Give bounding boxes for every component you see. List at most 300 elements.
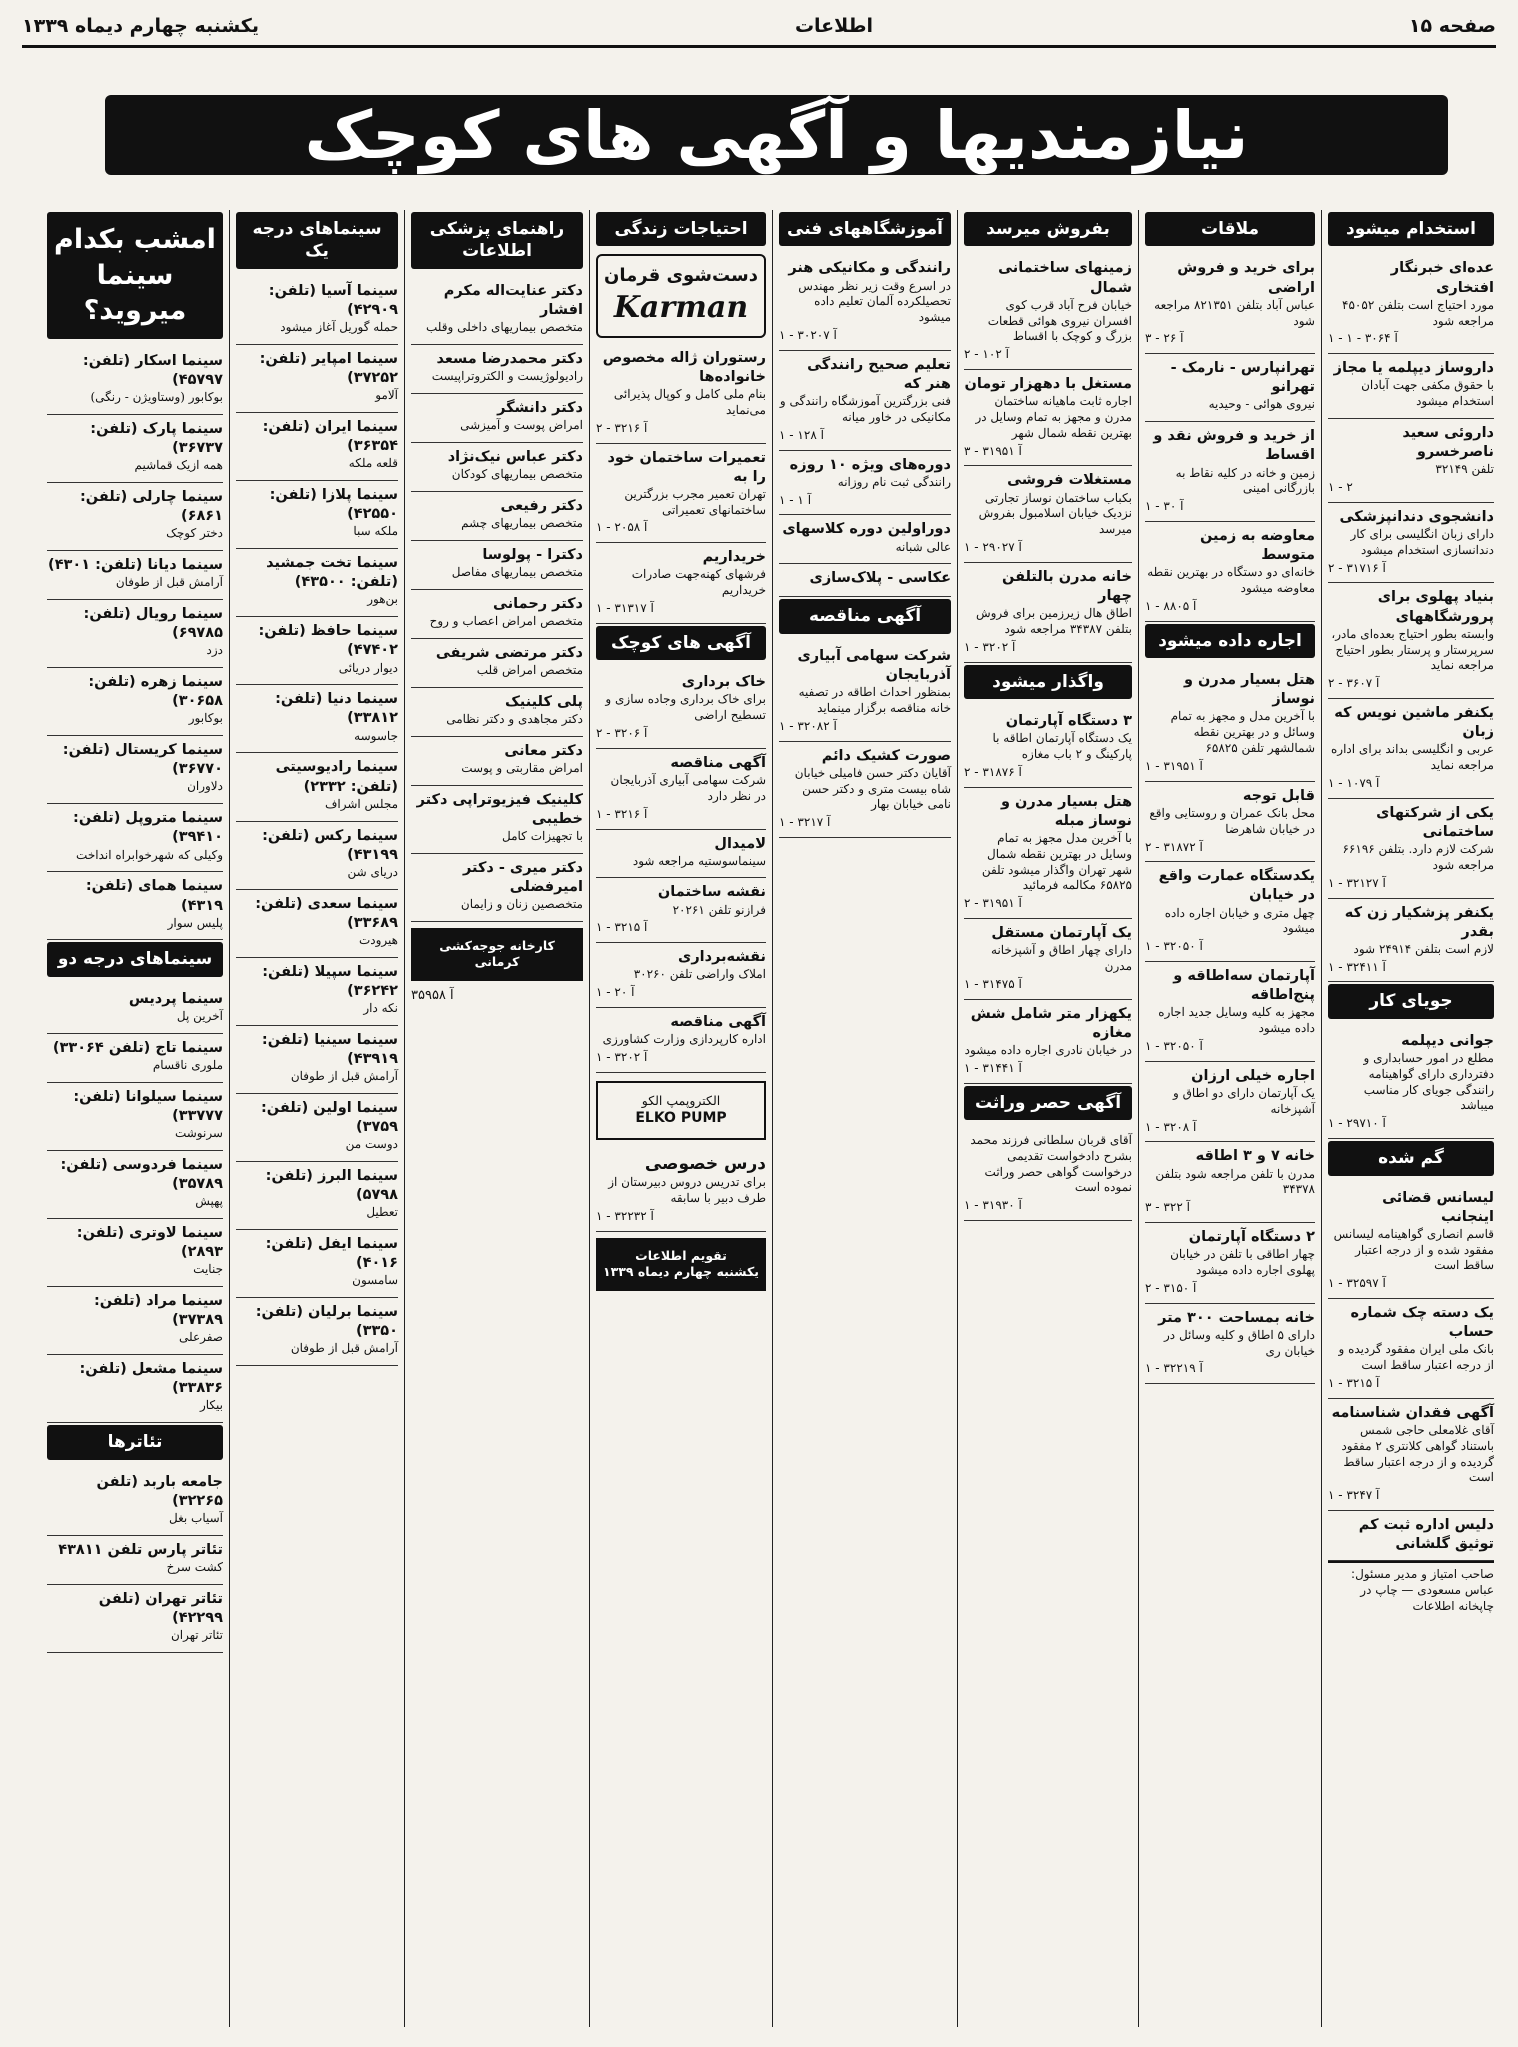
ad-body: تعطیل [366,1205,398,1220]
ad-body: آقایان دکتر حسن فامیلی خیابان شاه بیست متری و دکتر حسن نامی خیابان بهار [794,765,951,812]
classified-ad [236,1298,398,1366]
ad-title: سینما پارک (تلفن: ۳۶۷۳۷) [90,420,223,457]
hatchery-ad [411,928,583,981]
ad-code: آ ۳۰ - ۱ [1145,499,1184,514]
ad-body: سامسون [352,1273,398,1288]
ad-body: بوکابور [188,711,223,726]
classified-ad [964,919,1132,1000]
classified-ad [1145,1223,1315,1304]
private-lessons-title: درس خصوصی [644,1153,766,1174]
ad-title: آگهی فقدان شناسنامه [1331,1404,1494,1421]
ad-body: حمله گوریل آغاز میشود [280,320,398,335]
ad-body: دیوار دریائی [338,660,398,675]
ad-code: آ ۳۲۱۵ - ۱ [596,920,648,935]
ad-body: امراض پوست و آمیزشی [460,418,583,433]
ad-title: دکتر محمدرضا مسعد [436,350,583,367]
meetings-ads [1145,254,1315,621]
classified-ad [47,1034,223,1083]
classified-ad [411,541,583,590]
classified-ad [1328,1399,1494,1511]
ad-title: سینما رکس (تلفن: ۴۳۱۹۹) [262,827,398,863]
ad-title: دکتر دانشگر [497,399,583,416]
ad-body: شرکت لازم دارد. بتلفن ۶۶۱۹۶ مراجعه شود [1342,842,1494,872]
classified-ad [1328,699,1494,799]
ad-title: سینما ایفل (تلفن: ۴۰۱۶) [265,1235,398,1272]
ad-title: یکدستگاه عمارت واقع در خیابان [1158,868,1315,904]
classified-ad [47,415,223,483]
ad-title: نقشه‌برداری [678,949,766,966]
classified-ad [47,1083,223,1151]
ad-title: دکترا - پولوسا [482,546,583,563]
classified-ad [1145,666,1315,782]
ad-body: فرازنو تلفن ۲۰۲۶۱ [672,902,766,917]
inheritance-notice [964,1128,1132,1221]
classified-ad [964,563,1132,663]
column-sale [957,210,1138,2027]
classified-ad [411,277,583,345]
section-header-sale: بفروش میرسد [964,212,1132,246]
classified-ad [236,549,398,617]
section-header-meetings: ملاقات [1145,212,1315,246]
hatchery-ad-title: کارخانه جوجه‌کشی کرمانی [439,937,555,970]
ad-title: برای خرید و فروش اراضی [1177,260,1315,296]
ad-body: فنی بزرگترین آموزشگاه رانندگی و مکانیکی در خاور میانه [779,394,951,424]
issue-date: یکشنبه چهارم دیماه ۱۳۳۹ [22,15,259,37]
ad-title: سینما دنیا (تلفن: ۳۳۸۱۲) [275,691,398,727]
small-ads [596,668,766,1073]
ad-title: دکتر رحمانی [493,595,583,612]
ad-title: تهرانپارس - نارمک - تهرانو [1170,360,1315,396]
transfer-ads [964,707,1132,1084]
ad-body: پهپش [195,1194,223,1209]
ad-body: عالی شبانه [895,539,951,554]
ad-body: دارای ۵ اطاق و کلیه وسائل در خیابان ری [1164,1327,1315,1358]
classified-ad [1328,1184,1494,1300]
ad-body: زمین و خانه در کلیه نقاط به بازرگانی امینی [1175,465,1315,496]
publisher-footer: صاحب امتیاز و مدیر مسئول: عباس مسعودی — چاپ در چاپخانه اطلاعات [1328,1561,1494,1614]
ad-body: وابسته بطور احتیاج بعده‌ای مادر، سرپرستار و پرستار بطور احتیاج مراجعه نماید [1331,626,1494,673]
ad-body: با حقوق مکفی جهت آبادان استخدام میشود [1361,378,1494,409]
ad-code: آ ۳۱۵۰ - ۲ [1145,1280,1197,1295]
section-header-cinema-second: سینماهای درجه دو [47,942,223,976]
section-header-doctors: راهنمای پزشکی اطلاعات [411,212,583,269]
ad-body: سرنوشت [174,1126,223,1141]
classified-ad [1328,419,1494,503]
ad-body: امراض مقاربتی و پوست [461,760,583,775]
ad-title: رانندگی و مکانیکی هنر [788,260,951,277]
ad-code: آ ۳۲۱۵ - ۱ [1328,1376,1380,1391]
classified-ad [779,451,951,516]
ad-body: برای خاک برداری وجاده سازی و تسطیح اراضی [605,692,766,723]
banner-title: نیازمندیها و آگهی های کوچک [304,96,1249,174]
ad-body: آسیاب بغل [169,1510,223,1525]
ad-body: اداره کارپردازی وزارت کشاورزی [602,1032,766,1047]
section-header-cinema-first: سینماهای درجه یک [236,212,398,269]
ad-code: آ ۲۹۷۱۰ - ۱ [1328,1116,1386,1131]
section-header-tech-school: آموزشگاههای فنی [779,212,951,246]
classified-ad [1145,782,1315,863]
ad-title: بنیاد پهلوی برای پرورشگاههای [1377,589,1494,625]
ad-body: با تجهیزات کامل [502,828,583,843]
classified-ad [47,985,223,1034]
classified-ad [1328,899,1494,983]
inheritance-notice-text: آقای قربان سلطانی فرزند محمد بشرح دادخواست تقدیمی درخواست گواهی حصر وراثت نموده است [970,1133,1132,1195]
classified-ad [1145,862,1315,962]
classified-ad [236,1162,398,1230]
classified-ad [1328,1027,1494,1139]
ad-code: آ ۳۲۴۷ - ۱ [1328,1488,1380,1503]
elko-pump-en: ELKO PUMP [635,1110,727,1127]
ad-title: یکنفر ماشین نویس که زبان [1334,705,1494,741]
classified-ad [47,1355,223,1423]
ad-code: آ ۳۱۸۷۲ - ۲ [1145,839,1203,854]
ad-body: متخصص بیماریهای کودکان [451,466,583,481]
ad-body: آرامش قبل از طوفان [290,1341,398,1356]
ad-title: خانه بمساحت ۳۰۰ متر [1158,1309,1315,1326]
elko-pump-fa: الکتروپمپ الکو [641,1092,721,1108]
ad-title: سینما سیلوانا (تلفن: ۳۳۷۷۷) [73,1088,223,1124]
ad-body: بن‌هور [367,592,398,607]
section-header-rent: اجاره داده میشود [1145,624,1315,658]
ad-code: آ ۳۲۰۸ - ۱ [1145,1119,1197,1134]
ad-title: آگهی مناقصه [670,1014,766,1031]
ad-title: تعلیم صحیح رانندگی هنر که [807,356,951,392]
ad-title: داروئی سعید ناصرخسرو [1402,424,1494,461]
classified-ad [47,1151,223,1219]
newspaper-name: اطلاعات [794,15,873,37]
classified-ad [236,958,398,1026]
classified-ad [779,515,951,564]
tender-ads [779,642,951,838]
ad-title: دکتر عنایت‌اله مکرم افشار [443,282,583,318]
ad-body: آرامش قبل از طوفان [290,1068,398,1083]
inheritance-notice-code: آ ۳۱۹۳۰ - ۱ [964,1198,1022,1213]
ad-title: سینما البرز (تلفن: ۵۷۹۸) [265,1167,398,1204]
classified-ad [1328,503,1494,584]
ad-title: سینما سپیلا (تلفن: ۳۶۲۴۲) [262,963,398,999]
ad-code: آ ۳۱۷۱۶ - ۲ [1328,560,1386,575]
tonight-ads [47,347,223,941]
ad-code: آ ۳۱۴۴۱ - ۱ [964,1060,1022,1075]
ad-title: سینما پردیس [128,990,223,1007]
ad-body: متخصص بیماریهای داخلی وقلب [426,320,583,335]
registry-notice [1328,1511,1494,1561]
classified-ad [1145,1142,1315,1223]
ad-title: خریداریم [702,549,766,566]
ad-body: متخصص امراض اعصاب و روح [429,613,583,628]
column-cinema-first [229,210,404,2027]
ad-body: چهل متری و خیابان اجاره داده میشود [1164,905,1315,936]
ad-code: آ ۳۱۹۵۱ - ۱ [1145,758,1203,773]
ad-code: آ ۳۲۰۲ - ۱ [964,639,1016,654]
ad-body: مدرن با تلفن مراجعه شود بتلفن ۳۴۳۷۸ [1155,1166,1315,1197]
ad-title: هتل بسیار مدرن و نوساز [1183,672,1315,708]
classified-ad [47,1468,223,1536]
ad-body: دزد [206,643,223,658]
ad-code: آ ۳۱۴۷۵ - ۱ [964,976,1022,991]
ad-title: سینما تاج (تلفن ۳۳۰۶۴) [52,1039,223,1056]
ad-title: سینما مراد (تلفن: ۳۷۳۸۹) [93,1293,223,1329]
classified-ad [236,1094,398,1162]
ad-body: دکتر مجاهدی و دکتر نظامی [446,711,583,726]
ad-title: آپارتمان سه‌اطاقه و پنج‌اطاقه [1173,968,1315,1004]
ad-body: بانک ملی ایران مفقود گردیده و از درجه اعتبار ساقط است [1338,1342,1494,1373]
ad-title: سینما امپایر (تلفن: ۳۷۲۵۲) [259,350,398,387]
private-lessons-code: آ ۳۲۲۳۲ - ۱ [596,1208,654,1223]
classified-ad [47,1287,223,1355]
classified-ad [411,786,583,854]
rent-ads [1145,666,1315,1384]
classified-ad [964,788,1132,919]
ad-body: قاسم انصاری گواهینامه لیسانس مفقود شده و از درجه اعتبار ساقط است [1333,1226,1494,1273]
ad-code: آ ۳۰۶۴ - ۱ - ۱ [1328,331,1398,346]
ad-body: مطلع در امور حسابداری و دفترداری دارای گواهینامه رانندگی جویای کار مناسب میباشد [1363,1050,1494,1113]
classified-ad [596,830,766,879]
classified-ad [1328,354,1494,419]
ad-body: متخصص بیماریهای مفاصل [451,564,583,579]
ad-body: تهران تعمیر مجرب بزرگترین ساختمانهای تعمیراتی [624,486,766,517]
classified-ad [1328,583,1494,699]
ad-title: تئاتر تهران (تلفن ۴۲۲۹۹) [98,1590,223,1626]
ad-body: خیابان فرح آباد قرب کوی افسران نیروی هوائی قطعات بزرگ و کوچک با اقساط [987,297,1132,344]
ad-body: املاک واراضی تلفن ۳۰۲۶۰ [633,967,766,982]
classified-ad [596,878,766,943]
classified-ad [47,668,223,736]
column-tech-school [772,210,957,2027]
classified-ad [47,804,223,872]
ad-body: دارای زبان انگلیسی برای کار دندانسازی استخدام میشود [1350,526,1494,557]
ad-body: در اسرع وقت زیر نظر مهندس تحصیلکرده آلمان تعلیم داده میشود [798,278,951,325]
page-header [22,8,1496,44]
classified-ad [411,443,583,492]
ad-title: آگهی مناقصه [670,754,766,771]
ad-body: در خیابان نادری اجاره داده میشود [964,1042,1132,1057]
ad-code: آ ۳۲۱۶ - ۱ [596,806,648,821]
ad-code: آ ۳۲۵۹۷ - ۱ [1328,1276,1386,1291]
ad-title: هتل بسیار مدرن و نوساز مبله [1000,793,1132,829]
karman-logo [596,254,766,337]
classified-ad [236,822,398,890]
ad-title: سینما رویال (تلفن: ۶۹۷۸۵) [83,606,223,642]
ad-body: لازم است بتلفن ۲۴۹۱۴ شود [1353,941,1494,956]
classified-ad [411,590,583,639]
ad-code: آ ۳۱۹۵۱ - ۲ [964,896,1022,911]
ad-body: اجاره ثابت ماهیانه ساختمان مدرن و مجهز به تمام وسایل در بهترین نقطه شمال شهر [975,394,1132,440]
ad-body: جنایت [193,1262,223,1277]
classified-ad [964,254,1132,370]
ad-body: متخصصین زنان و زایمان [460,896,583,911]
private-lessons-body: برای تدریس دروس دبیرستان از طرف دبیر با سابقه [608,1175,766,1206]
ad-code: آ ۳۲۲ - ۳ [1145,1200,1190,1215]
ad-body: رادیولوژیست و الکتروتراپیست [431,369,583,384]
needs-ads [596,344,766,624]
employment-ads [1328,254,1494,982]
classified-ad [596,344,766,444]
classified-ad [596,444,766,544]
ad-body: جاسوسه [354,728,398,743]
ad-title: مستغلات فروشی [1007,472,1132,489]
tech-school-ads [779,254,951,597]
cinema-first-ads [236,277,398,1366]
ad-code: آ ۱۲۸ - ۱ [779,427,824,442]
classified-ad [236,617,398,685]
ad-body: با آخرین مدل مجهز به تمام وسایل در بهترین نقطه شمال شهر تهران واگذار میشود تلفن ۶۵۸۲۵ مکالمه فرمائید [981,830,1132,893]
ad-code: آ ۲۹۰۲۷ - ۱ [964,540,1022,555]
classified-ad [236,277,398,345]
ad-body: مورد احتیاج است بتلفن ۴۵۰۵۲ مراجعه شود [1342,297,1494,328]
hatchery-ad-code: آ ۳۵۹۵۸ [411,987,454,1003]
ad-body: قلعه ملکه [348,456,398,471]
classified-ad [1145,254,1315,354]
classified-ad [47,483,223,551]
classified-ad [1145,354,1315,422]
classified-ad [779,642,951,742]
classified-ad [411,737,583,786]
ad-body: آرامش قبل از طوفان [115,575,223,590]
ad-body: ملوری ناقسام [152,1057,223,1072]
header-rule [22,45,1496,48]
ad-title: سینما زهره (تلفن: ۳۰۶۵۸) [88,674,223,710]
sale-ads [964,254,1132,662]
ad-code: آ ۳۰۲۰۷ - ۱ [779,328,837,343]
ad-body: دلاوران [187,779,223,794]
ad-code: آ ۳۱۸۷۶ - ۲ [964,764,1022,779]
ad-code: آ ۸۸۰۵ - ۱ [1145,598,1197,613]
classified-ad [411,854,583,922]
classified-ad [1145,1304,1315,1385]
ad-title: سینما سعدی (تلفن: ۳۳۶۸۹) [255,895,398,931]
column-needs [589,210,772,2027]
section-header-small-ads: آگهی های کوچک [596,626,766,660]
ad-title: عکاسی - پلاک‌سازی [809,570,951,587]
classified-ad [236,1026,398,1094]
ad-title: یکی از شرکتهای ساختمانی [1376,804,1494,840]
section-header-theaters: تئاترها [47,1425,223,1459]
classified-ad [596,543,766,624]
ad-title: سینما دیانا (تلفن: ۴۳۰۱) [48,557,223,574]
section-header-needs: احتیاجات زندگی [596,212,766,246]
classified-ad [47,872,223,940]
jobs-ads [1328,1027,1494,1139]
ad-body: یک دستگاه آپارتمان اطاقه با پارکینگ و ۲ باب مغازه [992,731,1132,761]
ad-title: سینما کریستال (تلفن: ۳۶۷۷۰) [62,742,223,778]
classified-ad [411,345,583,394]
ad-title: یک آپارتمان مستقل [991,925,1132,942]
ad-title: داروساز دیپلمه یا مجاز [1333,360,1494,377]
ad-title: خاک برداری [681,674,766,691]
ad-body: نکه دار [363,1000,398,1015]
classified-ad [236,481,398,549]
ad-title: لامیدال [714,835,766,852]
ad-code: آ ۳۶۰۷ - ۲ [1328,676,1380,691]
calendar-title: تقویم اطلاعات [635,1247,727,1263]
ad-title: سینما همای (تلفن: ۴۳۱۹) [85,878,223,914]
ad-body: ملکه سبا [353,524,398,539]
ad-code: آ ۳۲۴۱۱ - ۱ [1328,959,1386,974]
classified-ad [964,466,1132,562]
ad-body: آقای غلامعلی حاجی شمس باستناد گواهی کلانتری ۲ مفقود گردیده و از درجه اعتبار ساقط است [1341,1422,1494,1485]
classifieds-grid [18,210,1500,2027]
ad-title: دانشجوی دندانپزشکی [1339,508,1494,525]
karman-logo-fa: دست‌شوی قرمان [604,265,758,287]
section-header-tender: آگهی مناقصه [779,599,951,633]
ad-body: پلیس سوار [167,915,223,930]
ad-code: آ ۳۲۲۱۹ - ۱ [1145,1361,1203,1376]
ad-title: خانه مدرن بالتلفن چهار [1002,568,1132,604]
ad-title: ۲ دستگاه آپارتمان [1188,1229,1315,1246]
ad-body: آلامو [375,388,398,403]
column-doctors [404,210,589,2027]
ad-title: دکتر میری - دکتر امیرفضلی [463,859,583,895]
ad-code: آ ۳۱۳۱۷ - ۱ [596,601,654,616]
ad-title: شرکت سهامی آبیاری آذربایجان [797,647,951,684]
ad-title: یکهزار متر شامل شش مغازه [970,1005,1132,1041]
ad-title: سینما چارلی (تلفن: ۶۸۶۱) [80,489,223,525]
ad-body: مجهز به کلیه وسایل جدید اجاره داده میشود [1158,1005,1315,1036]
ad-code: آ ۲۰۵۸ - ۱ [596,520,648,535]
ad-body: بکباب ساختمان نوساز تجارتی نزدیک خیابان اسلامبول بفروش میرسد [978,490,1132,537]
ad-title: دکتر رفیعی [500,497,583,514]
ad-title: دکتر عباس نیک‌نژاد [447,448,583,465]
column-employment [1321,210,1500,2027]
ad-title: یکنفر پزشکیار زن که بقدر [1344,904,1494,940]
ad-title: سینما مشعل (تلفن: ۳۳۸۳۶) [79,1361,223,1397]
doctors-ads [411,277,583,922]
ad-title: تعمیرات ساختمان خود را به [607,449,766,485]
classified-ad [236,753,398,821]
ad-title: قابل توجه [1242,787,1315,804]
ad-code: آ ۲۰ - ۱ [596,985,635,1000]
calendar-box [596,1238,766,1291]
classified-ad [47,1585,223,1653]
ad-title: خانه ۷ و ۳ اطاقه [1195,1148,1315,1165]
ad-title: دکتر معانی [504,742,583,759]
section-header-inheritance: آگهی حصر وراثت [964,1086,1132,1120]
ad-body: صفرعلی [178,1330,223,1345]
classified-ad [1328,799,1494,899]
ad-title: سینما حافظ (تلفن: ۴۷۴۰۲) [258,623,398,659]
ad-body: اطاق هال زیرزمین برای فروش بتلفن ۳۴۳۸۷ مراجعه شود [975,606,1132,636]
ad-body: مجلس اشراف [324,796,398,811]
ad-body: دارای چهار اطاق و آشپزخانه مدرن [991,943,1132,973]
classified-ad [47,1536,223,1585]
ad-title: دکتر مرتضی شریفی [435,644,583,661]
cinema-second-ads [47,985,223,1423]
classified-ad [964,707,1132,788]
classified-ad [411,688,583,737]
ad-body: نیروی هوائی - وحیدیه [1208,397,1315,412]
ad-code: آ ۳۲۱۲۷ - ۱ [1328,875,1386,890]
classified-ad [47,736,223,804]
ad-body: آخرین پل [176,1009,223,1024]
karman-logo-en: Karman [613,290,749,326]
ad-title: سینما لاوتری (تلفن: ۲۸۹۳) [76,1224,223,1261]
classified-ad [47,1219,223,1287]
classified-ad [779,742,951,838]
section-header-transfer: واگذار میشود [964,665,1132,699]
classified-ad [411,394,583,443]
ad-body: سینماسوستیه مراجعه شود [632,853,766,868]
classified-ad [47,600,223,668]
classified-ad [779,564,951,597]
classified-ad [596,943,766,1008]
ad-body: هیرودت [358,932,398,947]
ad-title: سینما اولین (تلفن: ۳۷۵۹) [260,1099,398,1135]
ad-code: آ ۳۱۹۵۱ - ۳ [964,443,1022,458]
classified-ad [779,254,951,350]
ad-title: دوراولین دوره کلاسهای [782,521,951,538]
classified-ad [47,551,223,600]
